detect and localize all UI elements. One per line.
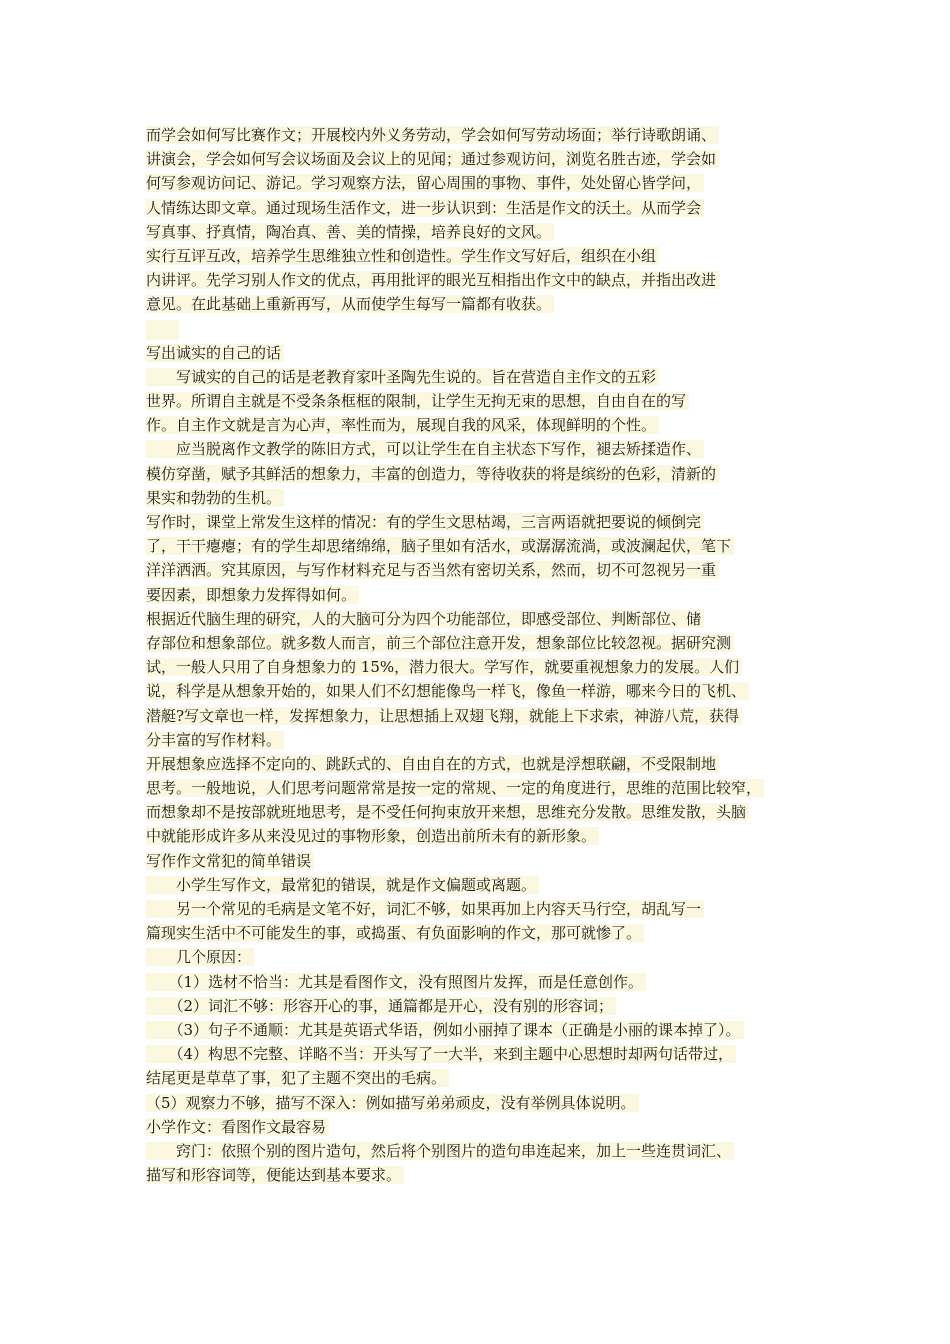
text-line xyxy=(146,655,816,679)
text-line xyxy=(146,824,816,848)
text-line xyxy=(146,292,816,316)
text-line xyxy=(146,704,816,728)
text-line xyxy=(146,510,816,534)
line-text: 分丰富的写作材料。 xyxy=(146,731,284,749)
text-line xyxy=(146,897,816,921)
text-line xyxy=(146,631,816,655)
line-text: 写出诚实的自己的话 xyxy=(146,344,284,362)
text-line xyxy=(146,147,816,171)
line-text: 要因素，即想象力发挥得如何。 xyxy=(146,586,359,604)
line-text: 窍门：依照个别的图片造句，然后将个别图片的造句串连起来，加上一些连贯词汇、 xyxy=(146,1142,734,1160)
line-text: 洋洋洒洒。究其原因，与写作材料充足与否当然有密切关系，然而，切不可忽视另一重 xyxy=(146,561,719,579)
text-line xyxy=(146,873,816,897)
line-text: 描写和形容词等，便能达到基本要求。 xyxy=(146,1166,404,1184)
line-text: 作。自主作文就是言为心声，率性而为，展现自我的风采，体现鲜明的个性。 xyxy=(146,416,659,434)
document-body xyxy=(146,123,816,1187)
line-text: 意见。在此基础上重新再写，从而使学生每写一篇都有收获。 xyxy=(146,295,554,313)
text-line xyxy=(146,994,816,1018)
text-line xyxy=(146,1163,816,1187)
text-line xyxy=(146,1139,816,1163)
text-line xyxy=(146,945,816,969)
text-line xyxy=(146,268,816,292)
line-text: （5）观察力不够，描写不深入：例如描写弟弟顽皮，没有举例具体说明。 xyxy=(146,1094,639,1112)
line-text: 世界。所谓自主就是不受条条框框的限制，让学生无拘无束的思想，自由自在的写 xyxy=(146,392,689,410)
line-text: 思考。一般地说，人们思考问题常常是按一定的常规、一定的角度进行，思维的范围比较窄， xyxy=(146,779,764,797)
line-text: 而想象却不是按部就班地思考，是不受任何拘束放开来想，思维充分发散。思维发散，头脑 xyxy=(146,803,749,821)
line-text: 试，一般人只用了自身想象力的 15%，潜力很大。学写作，就要重视想象力的发展。人们 xyxy=(146,658,742,676)
text-line xyxy=(146,389,816,413)
text-line xyxy=(146,413,816,437)
line-text: （2）词汇不够：形容开心的事，通篇都是开心，没有别的形容词； xyxy=(146,997,616,1015)
line-text: 另一个常见的毛病是文笔不好，词汇不够，如果再加上内容天马行空，胡乱写一 xyxy=(146,900,704,918)
line-text: 写诚实的自己的话是老教育家叶圣陶先生说的。旨在营造自主作文的五彩 xyxy=(146,368,659,386)
text-line xyxy=(146,849,816,873)
text-line xyxy=(146,486,816,510)
text-line xyxy=(146,365,816,389)
line-text: 结尾更是草草了事，犯了主题不突出的毛病。 xyxy=(146,1069,449,1087)
text-line xyxy=(146,437,816,461)
line-text: 实行互评互改，培养学生思维独立性和创造性。学生作文写好后，组织在小组 xyxy=(146,247,659,265)
line-text: 应当脱离作文教学的陈旧方式，可以让学生在自主状态下写作，褪去矫揉造作、 xyxy=(146,440,704,458)
text-line xyxy=(146,679,816,703)
text-line xyxy=(146,341,816,365)
line-text: 小学生写作文，最常犯的错误，就是作文偏题或离题。 xyxy=(146,876,539,894)
text-line xyxy=(146,462,816,486)
line-text: 果实和勃勃的生机。 xyxy=(146,489,284,507)
text-line xyxy=(146,558,816,582)
line-text: 讲演会，学会如何写会议场面及会议上的见闻；通过参观访问，浏览名胜古迹，学会如 xyxy=(146,150,719,168)
line-text: 根据近代脑生理的研究，人的大脑可分为四个功能部位，即感受部位、判断部位、储 xyxy=(146,610,704,628)
text-line xyxy=(146,1066,816,1090)
text-line xyxy=(146,728,816,752)
line-text xyxy=(146,320,179,340)
line-text: 何写参观访问记、游记。学习观察方法，留心周围的事物、事件，处处留心皆学问， xyxy=(146,174,704,192)
text-line xyxy=(146,1091,816,1115)
text-line xyxy=(146,171,816,195)
text-line xyxy=(146,244,816,268)
text-line xyxy=(146,776,816,800)
text-line xyxy=(146,1018,816,1042)
text-line xyxy=(146,583,816,607)
text-line xyxy=(146,921,816,945)
line-text: 小学作文：看图作文最容易 xyxy=(146,1118,329,1136)
text-line xyxy=(146,1115,816,1139)
text-line xyxy=(146,970,816,994)
line-text: 了，干干瘪瘪；有的学生却思绪绵绵，脑子里如有活水，或潺潺流淌，或波澜起伏，笔下 xyxy=(146,537,734,555)
line-text: 写作作文常犯的简单错误 xyxy=(146,852,314,870)
text-line xyxy=(146,196,816,220)
line-text: 写真事、抒真情，陶冶真、善、美的情操，培养良好的文风。 xyxy=(146,223,554,241)
line-text: 潜艇?写文章也一样，发挥想象力，让思想插上双翅飞翔，就能上下求索，神游八荒，获得 xyxy=(146,707,742,725)
text-line xyxy=(146,534,816,558)
text-line xyxy=(146,607,816,631)
line-text: 模仿穿凿，赋予其鲜活的想象力，丰富的创造力，等待收获的将是缤纷的色彩，清新的 xyxy=(146,465,719,483)
line-text: 人情练达即文章。通过现场生活作文，进一步认识到：生活是作文的沃土。从而学会 xyxy=(146,199,704,217)
line-text: （3）句子不通顺：尤其是英语式华语，例如小丽掉了课本（正确是小丽的课本掉了）。 xyxy=(146,1021,744,1039)
text-line xyxy=(146,752,816,776)
line-text: 写作时，课堂上常发生这样的情况：有的学生文思枯竭，三言两语就把要说的倾倒完 xyxy=(146,513,704,531)
text-line xyxy=(146,123,816,147)
line-text: 几个原因： xyxy=(146,948,254,966)
line-text: 篇现实生活中不可能发生的事，或捣蛋、有负面影响的作文，那可就惨了。 xyxy=(146,924,644,942)
line-text: 而学会如何写比赛作文；开展校内外义务劳动，学会如何写劳动场面；举行诗歌朗诵、 xyxy=(146,126,719,144)
line-text: 中就能形成许多从来没见过的事物形象，创造出前所未有的新形象。 xyxy=(146,827,599,845)
line-text: 存部位和想象部位。就多数人而言，前三个部位注意开发，想象部位比较忽视。据研究测 xyxy=(146,634,734,652)
blank-line xyxy=(146,317,816,341)
line-text: 开展想象应选择不定向的、跳跃式的、自由自在的方式，也就是浮想联翩，不受限制地 xyxy=(146,755,719,773)
line-text: （4）构思不完整、详略不当：开头写了一大半，来到主题中心思想时却两句话带过， xyxy=(146,1045,736,1063)
text-line xyxy=(146,220,816,244)
line-text: 说，科学是从想象开始的，如果人们不幻想能像鸟一样飞，像鱼一样游，哪来今日的飞机、 xyxy=(146,682,749,700)
text-line xyxy=(146,1042,816,1066)
line-text: （1）选材不恰当：尤其是看图作文，没有照图片发挥，而是任意创作。 xyxy=(146,973,646,991)
line-text: 内讲评。先学习别人作文的优点，再用批评的眼光互相指出作文中的缺点，并指出改进 xyxy=(146,271,719,289)
text-line xyxy=(146,800,816,824)
